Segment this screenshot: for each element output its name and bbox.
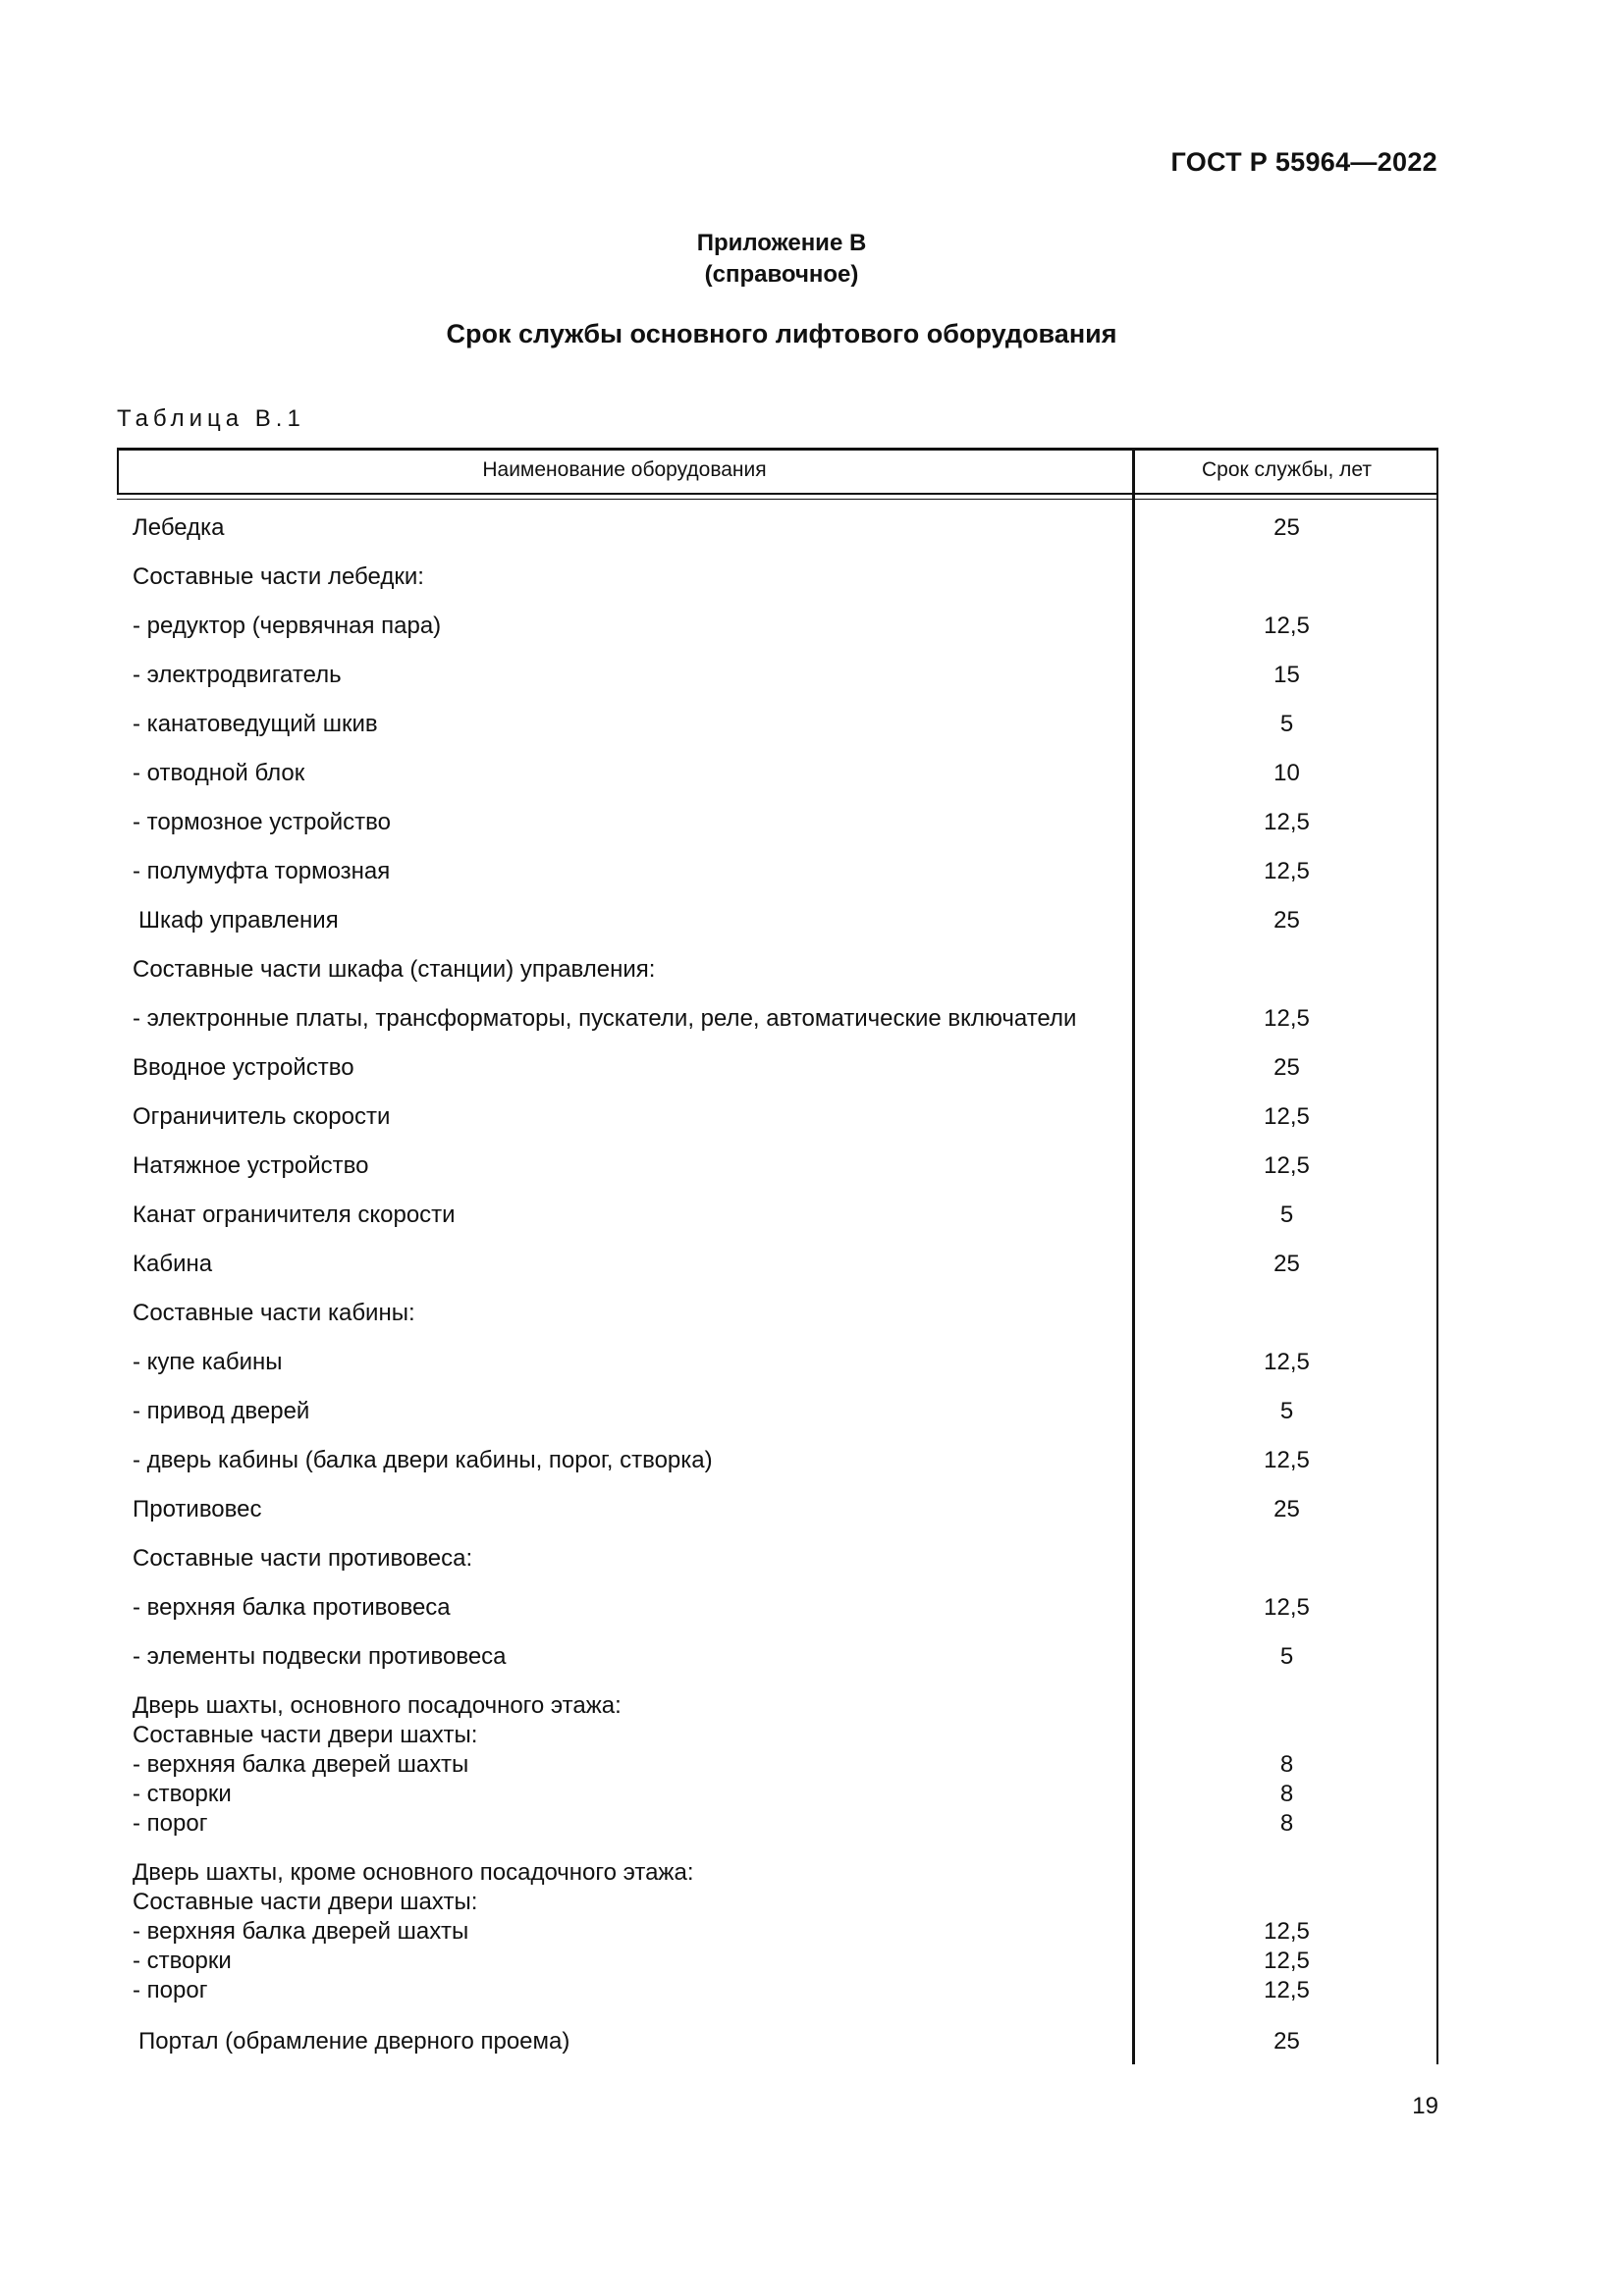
service-life-value: [1135, 1691, 1438, 1721]
equipment-name-group: [133, 1691, 1124, 1839]
service-life-value: 12,5: [1264, 1447, 1310, 1473]
standard-id: ГОСТ Р 55964—2022: [1170, 147, 1437, 177]
service-life-value: 12,5: [1264, 1594, 1310, 1621]
service-life-value: 8: [1279, 1781, 1294, 1807]
equipment-name: Дверь шахты, основного посадочного этажа:: [133, 1692, 622, 1719]
table-header-rule: [117, 493, 1438, 495]
table-body: [117, 503, 1438, 2065]
service-life-value: 12,5: [1264, 809, 1310, 835]
equipment-name: - створки: [133, 1781, 232, 1807]
table-row: [117, 503, 1438, 552]
page-number: 19: [1412, 2093, 1438, 2119]
equipment-name: Портал (обрамление дверного проема): [138, 2028, 570, 2055]
table-header-rule-secondary: [117, 499, 1438, 500]
equipment-name: Канат ограничителя скорости: [133, 1201, 456, 1228]
service-life-value: 12,5: [1264, 858, 1310, 884]
equipment-name: - элементы подвески противовеса: [133, 1643, 507, 1670]
equipment-name: - верхняя балка дверей шахты: [133, 1918, 469, 1945]
service-life-value: [1135, 1888, 1438, 1917]
service-life-value: 25: [1273, 1054, 1300, 1081]
service-life-value: 25: [1273, 514, 1300, 541]
equipment-name: - верхняя балка противовеса: [133, 1594, 451, 1621]
service-life-value: 12,5: [1264, 1349, 1310, 1375]
table-row: [117, 748, 1438, 797]
equipment-name-group: [133, 1858, 1124, 2005]
equipment-name: Составные части шкафа (станции) управления:: [133, 956, 656, 983]
service-life-value: 12,5: [1264, 1152, 1310, 1179]
table-row: [117, 944, 1438, 993]
service-life-value: [1135, 1721, 1438, 1750]
service-life-group: [1135, 1858, 1438, 2005]
equipment-name: Лебедка: [133, 514, 225, 541]
table-row: [117, 1435, 1438, 1484]
service-life-value: 12,5: [1264, 613, 1310, 639]
equipment-name: - дверь кабины (балка двери кабины, порог, створка): [133, 1447, 713, 1473]
service-life-value: 15: [1273, 662, 1300, 688]
equipment-name: - порог: [133, 1977, 208, 2003]
service-life-value: 25: [1273, 907, 1300, 934]
equipment-name: Шкаф управления: [138, 907, 339, 934]
service-life-value: 8: [1279, 1751, 1294, 1778]
service-life-value: 12,5: [1264, 1103, 1310, 1130]
table-row: [117, 2016, 1438, 2065]
column-header-service-life: Срок службы, лет: [1202, 458, 1372, 481]
table-row: [117, 1533, 1438, 1582]
service-life-value: 5: [1279, 1398, 1294, 1424]
equipment-name: - привод дверей: [133, 1398, 310, 1424]
table-row: [117, 895, 1438, 944]
service-life-value: 25: [1273, 1496, 1300, 1522]
table-row: [117, 797, 1438, 846]
table-row: [117, 552, 1438, 601]
annex-title: Приложение В: [696, 230, 867, 256]
table-row: [117, 699, 1438, 748]
table-row: [117, 1141, 1438, 1190]
equipment-name: - створки: [133, 1948, 232, 1974]
equipment-name: Составные части двери шахты:: [133, 1889, 478, 1915]
column-header-name: Наименование оборудования: [482, 458, 767, 481]
service-life-value: 10: [1273, 760, 1300, 786]
table-row: [117, 993, 1438, 1042]
equipment-name: - тормозное устройство: [133, 809, 391, 835]
service-life-value: 12,5: [1264, 1948, 1310, 1974]
document-title: Срок службы основного лифтового оборудования: [446, 319, 1117, 348]
equipment-name: Вводное устройство: [133, 1054, 354, 1081]
equipment-name: Дверь шахты, кроме основного посадочного этажа:: [133, 1859, 694, 1886]
equipment-name: Кабина: [133, 1251, 213, 1277]
table-row: [117, 1386, 1438, 1435]
equipment-name: - электродвигатель: [133, 662, 342, 688]
table-row: [117, 601, 1438, 650]
table-row: [117, 1042, 1438, 1092]
service-life-value: 25: [1273, 2028, 1300, 2055]
equipment-name: - верхняя балка дверей шахты: [133, 1751, 469, 1778]
equipment-name: Натяжное устройство: [133, 1152, 369, 1179]
service-life-value: 8: [1279, 1810, 1294, 1837]
annex-heading: [0, 228, 1563, 291]
table-row-group-other-floors-door: [117, 1847, 1438, 2016]
table-row: [117, 1239, 1438, 1288]
service-life-value: 12,5: [1264, 1005, 1310, 1032]
equipment-name: - купе кабины: [133, 1349, 283, 1375]
service-life-group: [1135, 1691, 1438, 1839]
service-life-value: [1135, 1858, 1438, 1888]
table-caption: Таблица В.1: [117, 405, 305, 432]
annex-subtitle: (справочное): [704, 261, 859, 288]
table-row: [117, 1337, 1438, 1386]
equipment-name: - полумуфта тормозная: [133, 858, 391, 884]
table-row: [117, 846, 1438, 895]
equipment-name: Составные части противовеса:: [133, 1545, 473, 1572]
equipment-name: - канатоведущий шкив: [133, 711, 378, 737]
table-row-group-main-floor-door: [117, 1681, 1438, 1847]
equipment-name: Составные части двери шахты:: [133, 1722, 478, 1748]
service-life-value: 12,5: [1264, 1977, 1310, 2003]
table-row: [117, 1190, 1438, 1239]
service-life-value: 5: [1279, 711, 1294, 737]
equipment-name: Ограничитель скорости: [133, 1103, 391, 1130]
table-row: [117, 1288, 1438, 1337]
equipment-name: Составные части лебедки:: [133, 563, 424, 590]
service-life-value: 5: [1279, 1201, 1294, 1228]
service-life-value: 5: [1279, 1643, 1294, 1670]
table-border-top: [117, 448, 1438, 451]
equipment-name: - отводной блок: [133, 760, 305, 786]
equipment-name: Составные части кабины:: [133, 1300, 415, 1326]
equipment-name: - электронные платы, трансформаторы, пускатели, реле, автоматические включатели: [133, 1005, 1077, 1032]
equipment-name: - порог: [133, 1810, 208, 1837]
service-life-table: [117, 448, 1438, 2064]
service-life-value: 12,5: [1264, 1918, 1310, 1945]
table-row: [117, 1092, 1438, 1141]
service-life-value: 25: [1273, 1251, 1300, 1277]
table-row: [117, 1484, 1438, 1533]
table-row: [117, 1582, 1438, 1631]
table-row: [117, 650, 1438, 699]
table-row: [117, 1631, 1438, 1681]
equipment-name: - редуктор (червячная пара): [133, 613, 442, 639]
equipment-name: Противовес: [133, 1496, 262, 1522]
